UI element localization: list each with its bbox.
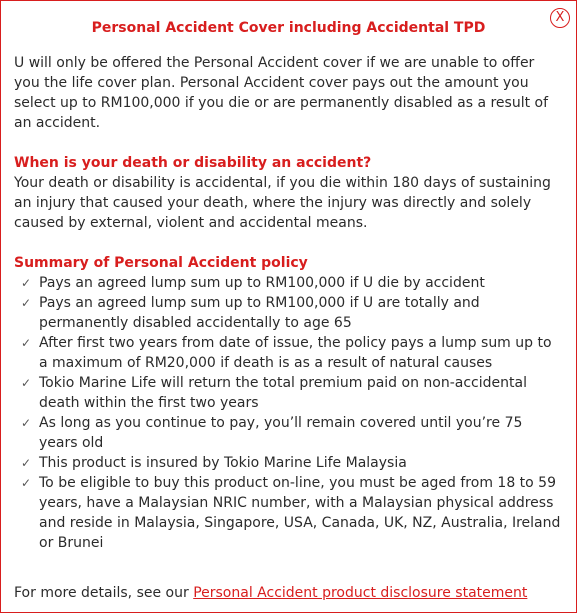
check-icon: ✓ — [21, 416, 32, 430]
list-item — [14, 373, 564, 413]
list-item — [14, 333, 564, 373]
list-item-text: This product is insured by Tokio Marine Life Malaysia — [39, 455, 407, 471]
check-icon: ✓ — [21, 336, 32, 350]
section-heading-accident: When is your death or disability an accident? — [14, 155, 372, 171]
section-body-accident: Your death or disability is accidental, if you die within 180 days of sustaining an injury that caused your death, where the injury was directly and solely caused by external, violent and accidental means. — [14, 175, 551, 231]
check-icon: ✓ — [21, 296, 32, 310]
modal-title: Personal Accident Cover including Accidental TPD — [91, 20, 486, 36]
footer-prefix: For more details, see our — [14, 585, 194, 601]
check-icon: ✓ — [21, 456, 32, 470]
list-item — [14, 273, 564, 293]
section-heading-summary: Summary of Personal Accident policy — [14, 255, 308, 271]
list-item-text: Pays an agreed lump sum up to RM100,000 if U are totally and permanently disabled accidentally to age 65 — [39, 295, 480, 331]
list-item — [14, 413, 564, 453]
list-item — [14, 453, 564, 473]
list-item-text: After first two years from date of issue, the policy pays a lump sum up to a maximum of RM20,000 if death is as a result of natural causes — [39, 335, 552, 371]
check-icon: ✓ — [21, 376, 32, 390]
list-item — [14, 293, 564, 333]
list-item-text: To be eligible to buy this product on-line, you must be aged from 18 to 59 years, have a Malaysian NRIC number, with a Malaysian physical address and reside in Malaysia, Singapore, USA, Canada, UK, NZ, Australia, Ireland or Brunei — [39, 475, 561, 551]
modal-content — [14, 53, 564, 553]
check-icon: ✓ — [21, 276, 32, 290]
intro-paragraph: U will only be offered the Personal Accident cover if we are unable to offer you the life cover plan. Personal Accident cover pays out the amount you select up to RM100,000 if you die or are permanently disabled as a result of an accident. — [14, 55, 549, 131]
disclosure-statement-link[interactable]: Personal Accident product disclosure statement — [193, 585, 528, 601]
list-item-text: Pays an agreed lump sum up to RM100,000 if U die by accident — [39, 275, 485, 291]
list-item-text: Tokio Marine Life will return the total premium paid on non-accidental death within the first two years — [39, 375, 527, 411]
list-item — [14, 473, 564, 553]
summary-list — [14, 273, 564, 553]
footer-note — [14, 583, 564, 603]
list-item-text: As long as you continue to pay, you’ll remain covered until you’re 75 years old — [39, 415, 523, 451]
check-icon: ✓ — [21, 476, 32, 490]
close-icon[interactable]: X — [550, 8, 570, 28]
